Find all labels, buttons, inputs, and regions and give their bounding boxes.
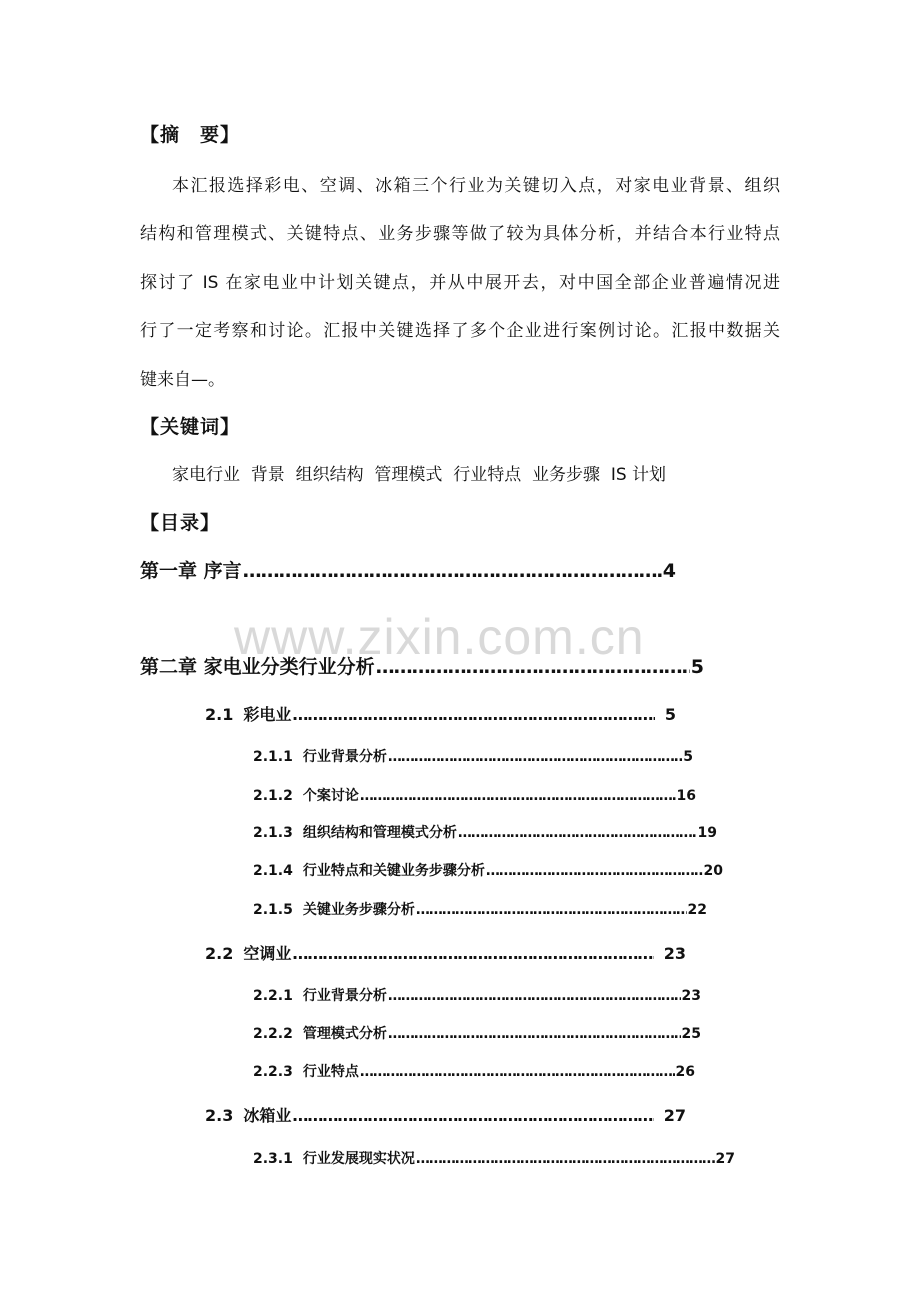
toc-entry-title: 组织结构和管理模式分析: [302, 825, 457, 841]
toc-entry-2-1-5[interactable]: [253, 899, 707, 919]
toc-entry-page: 19: [697, 825, 717, 841]
toc-entry-2-1-1[interactable]: [253, 746, 693, 766]
toc-entry-page: 5: [690, 656, 704, 678]
toc-entry-page: 22: [687, 902, 707, 918]
toc-entry-number: 2.1.2: [253, 788, 293, 804]
toc-leader: [292, 705, 655, 724]
toc-leader: [416, 902, 687, 918]
toc-entry-title: 行业特点: [302, 1064, 359, 1080]
toc-entry-title: 行业特点和关键业务步骤分析: [302, 863, 485, 879]
toc-entry-chapter-1[interactable]: [140, 556, 676, 583]
toc-entry-page: 26: [675, 1064, 695, 1080]
toc-entry-number: 2.2.1: [253, 988, 293, 1004]
abstract-line-3: 探讨了 IS 在家电业中计划关键点，并从中展开去，对中国全部企业普遍情况进: [140, 273, 780, 293]
toc-leader: [486, 863, 703, 879]
toc-entry-title: 行业背景分析: [302, 749, 387, 765]
toc-entry-2-1[interactable]: [205, 702, 676, 725]
abstract-line-1: 本汇报选择彩电、空调、冰箱三个行业为关键切入点，对家电业背景、组织: [172, 176, 780, 196]
toc-entry-title: 第一章 序言: [140, 560, 242, 582]
toc-entry-page: 23: [681, 988, 701, 1004]
abstract-heading: 【摘 要】: [140, 124, 241, 146]
toc-entry-page: 20: [703, 863, 723, 879]
toc-entry-number: 2.1.1: [253, 749, 293, 765]
toc-heading: 【目录】: [140, 512, 221, 534]
toc-entry-page: 5: [664, 705, 676, 724]
toc-entry-title: 第二章 家电业分类行业分析: [140, 656, 375, 678]
toc-entry-page: 27: [715, 1151, 735, 1167]
toc-entry-chapter-2[interactable]: [140, 652, 704, 679]
toc-leader: [243, 560, 662, 582]
toc-entry-number: 2.2: [205, 944, 234, 963]
toc-leader: [292, 1106, 653, 1125]
toc-entry-page: 25: [681, 1026, 701, 1042]
toc-leader: [360, 1064, 675, 1080]
toc-entry-2-2[interactable]: [205, 941, 686, 964]
toc-entry-number: 2.2.3: [253, 1064, 293, 1080]
toc-entry-title: 关键业务步骤分析: [302, 902, 415, 918]
toc-leader: [388, 988, 681, 1004]
toc-leader: [388, 1026, 681, 1042]
toc-entry-title: 彩电业: [243, 705, 292, 724]
toc-entry-page: 23: [663, 944, 686, 963]
toc-entry-2-2-1[interactable]: [253, 985, 701, 1005]
toc-entry-title: 管理模式分析: [302, 1026, 387, 1042]
abstract-line-2: 结构和管理模式、关键特点、业务步骤等做了较为具体分析，并结合本行业特点: [140, 224, 780, 244]
toc-entry-page: 4: [662, 560, 676, 582]
toc-entry-title: 空调业: [243, 944, 292, 963]
toc-entry-number: 2.1.3: [253, 825, 293, 841]
toc-entry-number: 2.3.1: [253, 1151, 293, 1167]
toc-entry-2-1-3[interactable]: [253, 822, 717, 842]
toc-entry-title: 冰箱业: [243, 1106, 292, 1125]
toc-entry-number: 2.1.5: [253, 902, 293, 918]
toc-entry-number: 2.1: [205, 705, 234, 724]
toc-entry-2-1-4[interactable]: [253, 860, 723, 880]
toc-leader: [376, 656, 690, 678]
toc-leader: [360, 788, 676, 804]
toc-entry-page: 5: [683, 749, 693, 765]
toc-entry-title: 行业背景分析: [302, 988, 387, 1004]
toc-entry-2-2-2[interactable]: [253, 1023, 701, 1043]
toc-entry-2-3-1[interactable]: [253, 1148, 735, 1168]
abstract-line-4: 行了一定考察和讨论。汇报中关键选择了多个企业进行案例讨论。汇报中数据关: [140, 321, 780, 341]
toc-entry-2-1-2[interactable]: [253, 785, 696, 805]
keywords-heading: 【关键词】: [140, 416, 241, 438]
toc-entry-title: 行业发展现实状况: [302, 1151, 415, 1167]
toc-leader: [458, 825, 697, 841]
watermark: www.zixin.com.cn: [234, 609, 645, 665]
toc-entry-page: 27: [663, 1106, 686, 1125]
toc-entry-number: 2.2.2: [253, 1026, 293, 1042]
toc-entry-page: 16: [676, 788, 696, 804]
toc-entry-number: 2.3: [205, 1106, 234, 1125]
abstract-line-5: 键来自—。: [140, 370, 225, 390]
toc-entry-title: 个案讨论: [302, 788, 359, 804]
toc-entry-2-2-3[interactable]: [253, 1061, 695, 1081]
toc-leader: [292, 944, 653, 963]
toc-entry-number: 2.1.4: [253, 863, 293, 879]
toc-leader: [416, 1151, 715, 1167]
toc-leader: [388, 749, 682, 765]
toc-entry-2-3[interactable]: [205, 1103, 686, 1126]
keywords-text: 家电行业 背景 组织结构 管理模式 行业特点 业务步骤 IS 计划: [172, 465, 667, 485]
